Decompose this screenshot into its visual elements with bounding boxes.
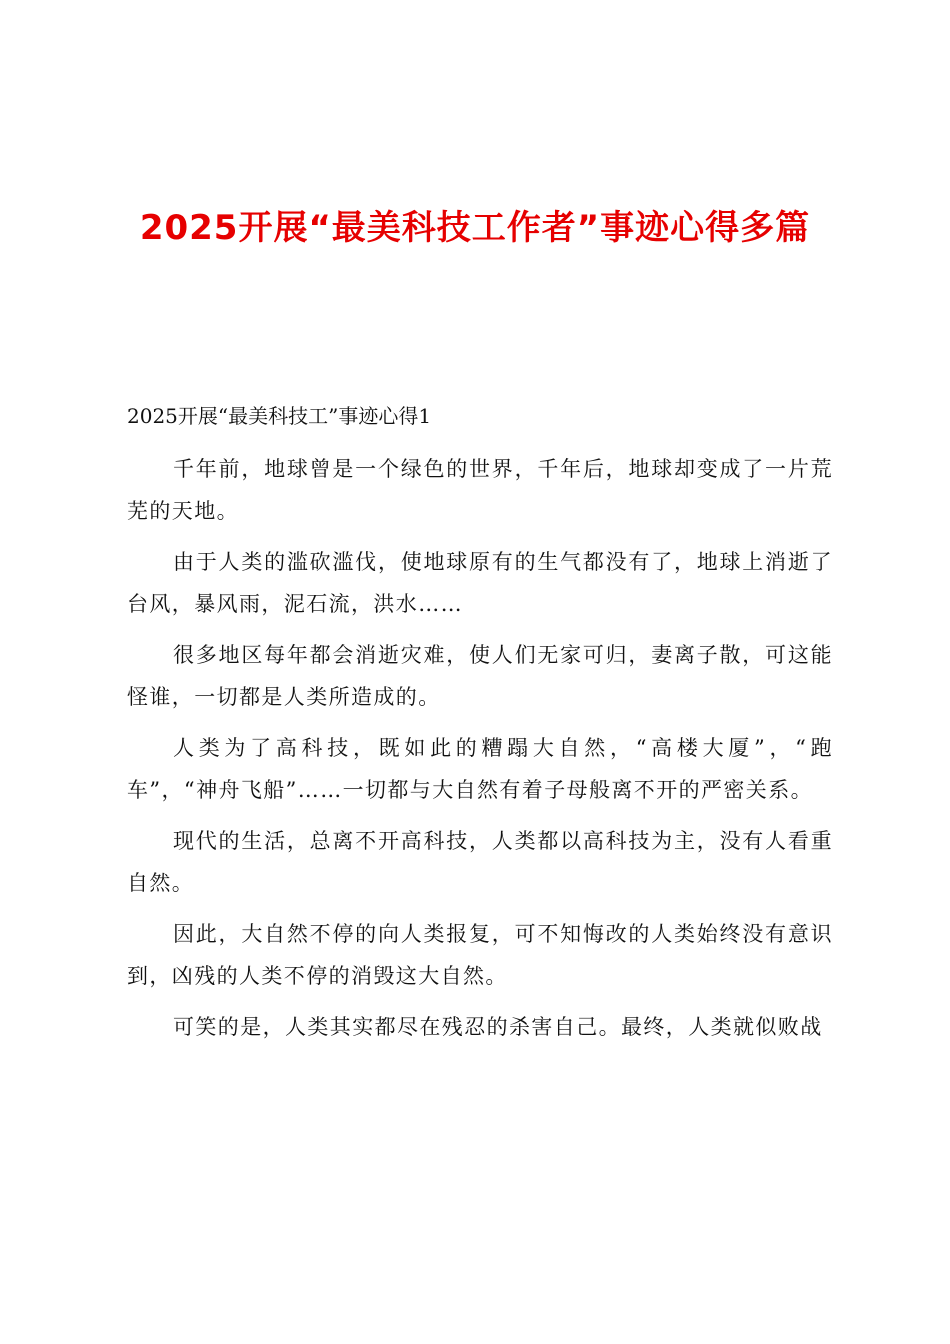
section-heading: 2025开展“最美科技工”事迹心得1 xyxy=(127,404,432,428)
paragraph: 可笑的是，人类其实都尽在残忍的杀害自己。最终，人类就似败战 xyxy=(173,1015,823,1039)
paragraph: 现代的生活，总离不开高科技，人类都以高科技为主，没有人看重自然。 xyxy=(127,829,833,895)
document-title: 2025开展“最美科技工作者”事迹心得多篇 xyxy=(139,208,811,248)
paragraph: 由于人类的滥砍滥伐，使地球原有的生气都没有了，地球上消逝了台风，暴风雨，泥石流，洪水…… xyxy=(127,550,833,616)
document-body xyxy=(127,448,833,1057)
paragraph: 很多地区每年都会消逝灾难，使人们无家可归，妻离子散，可这能怪谁，一切都是人类所造成的。 xyxy=(127,643,833,709)
paragraph: 人类为了高科技，既如此的糟蹋大自然，“高楼大厦”，“跑车”，“神舟飞船”……一切都与大自然有着子母般离不开的严密关系。 xyxy=(127,736,833,802)
paragraph: 因此，大自然不停的向人类报复，可不知悔改的人类始终没有意识到，凶残的人类不停的消毁这大自然。 xyxy=(127,922,833,988)
paragraph: 千年前，地球曾是一个绿色的世界，千年后，地球却变成了一片荒芜的天地。 xyxy=(127,457,833,523)
